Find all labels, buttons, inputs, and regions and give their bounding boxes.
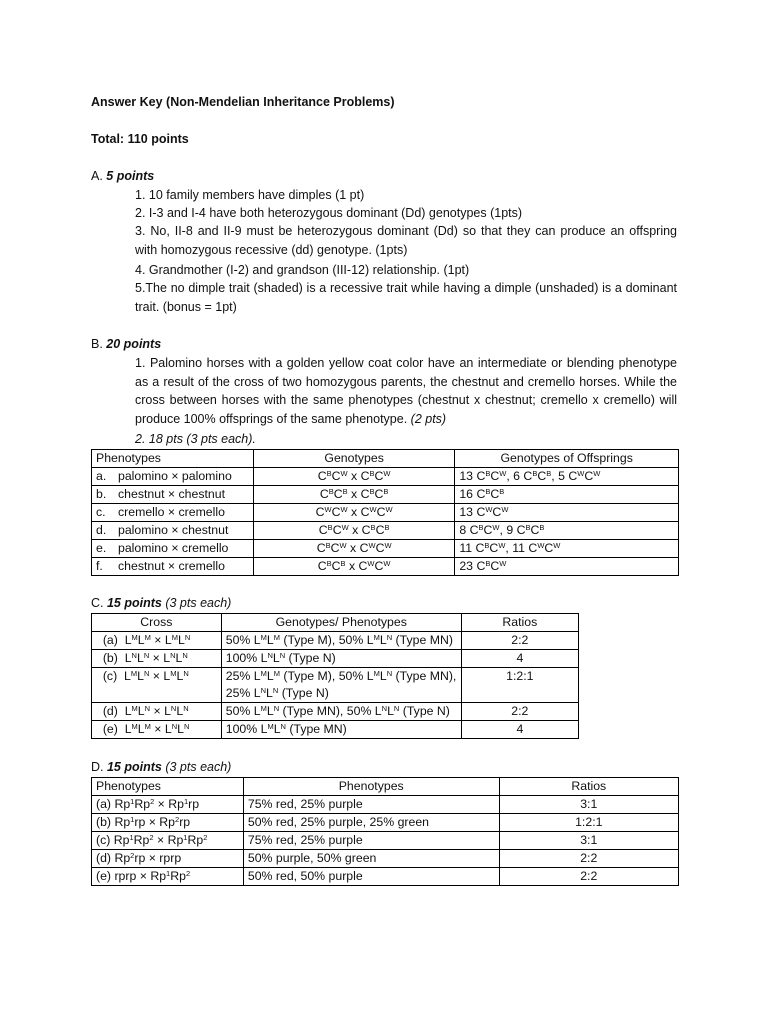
ratio-cell: 3:1 <box>499 796 678 814</box>
section-c-heading <box>91 594 231 612</box>
ratio-cell: 4 <box>461 650 578 668</box>
offspring-cell: 11 $C^BC^W$, 11 $C^WC^W$ <box>455 540 679 558</box>
cross-cell: (e) $L^ML^M \times L^NL^N$ <box>92 721 222 739</box>
genotype-phenotype-cell: 50% $L^ML^M$ (Type M), 50% $L^ML^N$ (Type MN) <box>221 632 461 650</box>
header-ratios: Ratios <box>499 778 678 796</box>
section-b-item-1-text: 1. Palomino horses with a golden yellow coat color have an intermediate or blending phenotype as a result of the cross of two homozygous parents, the chestnut and cremello horses. While the cross between horses with the same phenotypes (chestnut x chestnut; cremello x cremello) will produce 100% offsprings of the same phenotype. <box>135 356 677 426</box>
genotype-cell: $C^BC^B$ x $C^WC^W$ <box>253 558 454 576</box>
section-c-each: (3 pts each) <box>161 596 232 610</box>
radish-color-table <box>91 777 679 886</box>
phenotype-cell <box>92 504 254 522</box>
table-row <box>92 832 679 850</box>
cross-cell: (c) $L^ML^N \times L^ML^N$ <box>92 668 222 703</box>
table-row <box>92 650 579 668</box>
table-row <box>92 558 679 576</box>
cross-cell: (c) $Rp^1Rp^2 \times Rp^1Rp^2$ <box>92 832 244 850</box>
section-b-letter: B. <box>91 337 107 351</box>
header-offsprings: Genotypes of Offsprings <box>455 450 679 468</box>
table-row <box>92 486 679 504</box>
table-row <box>92 814 679 832</box>
ratio-cell: 2:2 <box>499 850 678 868</box>
row-letter: c. <box>96 505 106 519</box>
phenotype-result-cell: 50% red, 25% purple, 25% green <box>243 814 499 832</box>
header-cross: Cross <box>92 614 222 632</box>
section-b-item-1 <box>135 354 677 428</box>
table-row <box>92 796 679 814</box>
cross-cell: (a) $L^ML^M \times L^ML^N$ <box>92 632 222 650</box>
section-a-points: 5 points <box>106 169 155 183</box>
table-row <box>92 850 679 868</box>
cross-cell: (b) $Rp^1rp \times Rp^2rp$ <box>92 814 244 832</box>
phenotype-result-cell: 75% red, 25% purple <box>243 832 499 850</box>
section-d-heading <box>91 758 231 776</box>
document-title: Answer Key (Non-Mendelian Inheritance Problems) <box>91 95 395 109</box>
table-row <box>92 668 579 703</box>
offspring-cell: 13 $C^BC^W$, 6 $C^BC^B$, 5 $C^WC^W$ <box>455 468 679 486</box>
total-points: Total: 110 points <box>91 132 189 146</box>
phenotype-text: palomino × chestnut <box>118 523 229 537</box>
genotype-phenotype-cell: 50% $L^ML^N$ (Type MN), 50% $L^NL^N$ (Type N) <box>221 703 461 721</box>
cross-cell: (a) $Rp^1Rp^2 \times Rp^1rp$ <box>92 796 244 814</box>
phenotype-cell <box>92 486 254 504</box>
section-a-item-3: 3. No, II-8 and II-9 must be heterozygous dominant (Dd) so that they can produce an offspring with homozygous recessive (dd) genotype. (1pts) <box>135 224 677 257</box>
section-b-heading <box>91 335 161 353</box>
genotype-cell: $C^BC^B$ x $C^BC^B$ <box>253 486 454 504</box>
genotype-phenotype-cell: 100% $L^NL^N$ (Type N) <box>221 650 461 668</box>
ratio-cell: 2:2 <box>461 703 578 721</box>
section-c-points: 15 points <box>106 596 162 610</box>
genotype-cell: $C^BC^W$ x $C^WC^W$ <box>253 540 454 558</box>
table-row <box>92 540 679 558</box>
section-b-item-2: 2. 18 pts (3 pts each). <box>135 432 256 446</box>
phenotype-result-cell: 75% red, 25% purple <box>243 796 499 814</box>
phenotype-text: cremello × cremello <box>118 505 225 519</box>
offspring-cell: 16 $C^BC^B$ <box>455 486 679 504</box>
genotype-phenotype-cell: 100% $L^ML^N$ (Type MN) <box>221 721 461 739</box>
table-row <box>92 703 579 721</box>
phenotype-text: chestnut × cremello <box>118 559 225 573</box>
phenotype-text: palomino × cremello <box>118 541 229 555</box>
section-a-item-1: 1. 10 family members have dimples (1 pt) <box>135 188 365 202</box>
row-letter: a. <box>96 469 107 483</box>
phenotype-result-cell: 50% purple, 50% green <box>243 850 499 868</box>
genotype-cell: $C^BC^W$ x $C^BC^B$ <box>253 522 454 540</box>
row-letter: f. <box>96 559 103 573</box>
table-row <box>92 468 679 486</box>
ratio-cell: 4 <box>461 721 578 739</box>
genotype-phenotype-cell: 25% $L^ML^M$ (Type M), 50% $L^ML^N$ (Type MN), 25% $L^NL^N$ (Type N) <box>221 668 461 703</box>
phenotype-cell <box>92 522 254 540</box>
table-row <box>92 721 579 739</box>
table-header-row <box>92 778 679 796</box>
cross-cell: (e) rprp × $Rp^1Rp^2$ <box>92 868 244 886</box>
section-d-points: 15 points <box>106 760 162 774</box>
row-letter: e. <box>96 541 107 555</box>
section-b-item-1-pts: (2 pts) <box>410 411 447 426</box>
ratio-cell: 1:2:1 <box>499 814 678 832</box>
section-c-letter: C. <box>91 596 107 610</box>
header-phenotypes: Phenotypes <box>92 450 254 468</box>
phenotype-text: palomino × palomino <box>118 469 232 483</box>
section-d-letter: D. <box>91 760 107 774</box>
cross-cell: (b) $L^NL^N \times L^NL^N$ <box>92 650 222 668</box>
cross-cell: (d) $Rp^2rp$ × rprp <box>92 850 244 868</box>
table-header-row <box>92 614 579 632</box>
mn-blood-table <box>91 613 579 739</box>
phenotype-cell <box>92 558 254 576</box>
phenotype-cell <box>92 540 254 558</box>
offspring-cell: 8 $C^BC^W$, 9 $C^BC^B$ <box>455 522 679 540</box>
section-d-each: (3 pts each) <box>161 760 232 774</box>
row-letter: d. <box>96 523 107 537</box>
row-letter: b. <box>96 487 107 501</box>
section-a-item-5: 5.The no dimple trait (shaded) is a recessive trait while having a dimple (unshaded) is a dominant trait. (bonus = 1pt) <box>135 281 677 314</box>
ratio-cell: 1:2:1 <box>461 668 578 703</box>
section-a-heading <box>91 167 154 185</box>
table-row <box>92 868 679 886</box>
header-ratios: Ratios <box>461 614 578 632</box>
genotype-cell: $C^BC^W$ x $C^BC^W$ <box>253 468 454 486</box>
offspring-cell: 13 $C^WC^W$ <box>455 504 679 522</box>
phenotype-text: chestnut × chestnut <box>118 487 225 501</box>
section-b-points: 20 points <box>106 337 162 351</box>
table-row <box>92 632 579 650</box>
genotype-cell: $C^WC^W$ x $C^WC^W$ <box>253 504 454 522</box>
ratio-cell: 3:1 <box>499 832 678 850</box>
section-a-letter: A. <box>91 169 107 183</box>
header-genotypes-phenotypes: Genotypes/ Phenotypes <box>221 614 461 632</box>
table-row <box>92 504 679 522</box>
ratio-cell: 2:2 <box>499 868 678 886</box>
section-a-item-4: 4. Grandmother (I-2) and grandson (III-12) relationship. (1pt) <box>135 263 470 277</box>
offspring-cell: 23 $C^BC^W$ <box>455 558 679 576</box>
table-row <box>92 522 679 540</box>
table-header-row <box>92 450 679 468</box>
section-a-item-2: 2. I-3 and I-4 have both heterozygous dominant (Dd) genotypes (1pts) <box>135 206 523 220</box>
phenotype-result-cell: 50% red, 50% purple <box>243 868 499 886</box>
horse-cross-table <box>91 449 679 576</box>
header-phenotypes-result: Phenotypes <box>243 778 499 796</box>
cross-cell: (d) $L^ML^N \times L^NL^N$ <box>92 703 222 721</box>
header-genotypes: Genotypes <box>253 450 454 468</box>
header-phenotypes: Phenotypes <box>92 778 244 796</box>
ratio-cell: 2:2 <box>461 632 578 650</box>
phenotype-cell <box>92 468 254 486</box>
